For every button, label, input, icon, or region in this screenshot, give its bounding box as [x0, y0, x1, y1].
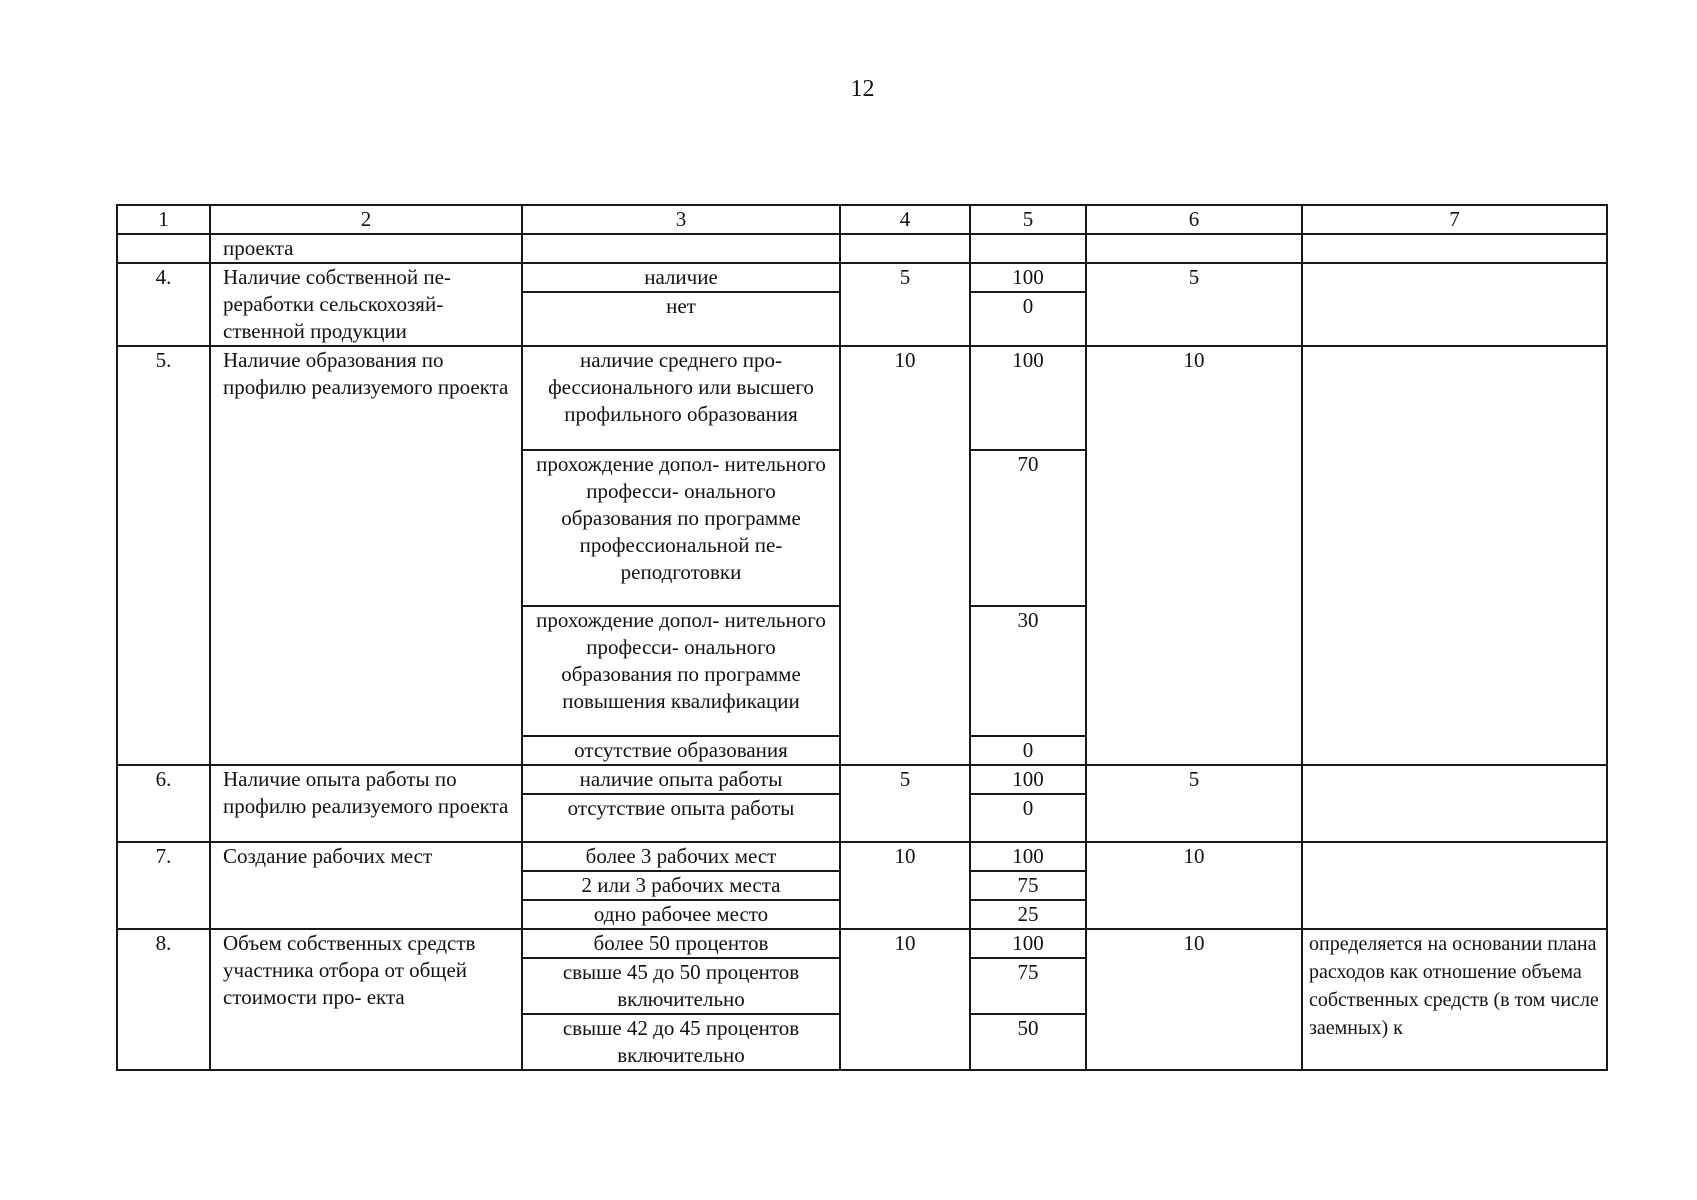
- criterion-option-row: [117, 842, 1607, 871]
- criterion-name: Наличие собственной пе- реработки сельскохозяй- ственной продукции: [210, 263, 522, 346]
- criterion-option-row: [117, 263, 1607, 292]
- column-header-row: [117, 205, 1607, 234]
- option-score: 100: [970, 263, 1086, 292]
- criterion-number: 4.: [117, 263, 210, 346]
- option-score: 100: [970, 929, 1086, 958]
- weight-value: 5: [840, 263, 970, 346]
- option-text: наличие опыта работы: [522, 765, 840, 794]
- option-text: наличие среднего про- фессионального или высшего профильного образования: [522, 346, 840, 450]
- option-text: более 50 процентов: [522, 929, 840, 958]
- option-text: одно рабочее место: [522, 900, 840, 929]
- calculation-note: [1302, 765, 1607, 842]
- weight-value: 10: [840, 346, 970, 765]
- column-header: 2: [210, 205, 522, 234]
- option-score: 0: [970, 292, 1086, 346]
- option-score: 100: [970, 765, 1086, 794]
- option-text: свыше 45 до 50 процентов включительно: [522, 958, 840, 1014]
- option-score: 70: [970, 450, 1086, 606]
- option-text: 2 или 3 рабочих места: [522, 871, 840, 900]
- calculation-note: [1302, 842, 1607, 929]
- criterion-number: 8.: [117, 929, 210, 1070]
- max-score: 10: [1086, 929, 1302, 1070]
- criterion-number: 7.: [117, 842, 210, 929]
- criterion-option-row: [117, 929, 1607, 958]
- option-score: 100: [970, 346, 1086, 450]
- option-text: прохождение допол- нительного професси- онального образования по программе профессиональной пе- реподготовки: [522, 450, 840, 606]
- criterion-continuation: проекта: [210, 234, 522, 263]
- option-text: свыше 42 до 45 процентов включительно: [522, 1014, 840, 1070]
- calculation-note: [1302, 263, 1607, 346]
- max-score: 5: [1086, 765, 1302, 842]
- option-score: 100: [970, 842, 1086, 871]
- option-text: прохождение допол- нительного професси- онального образования по программе повышения квалификации: [522, 606, 840, 736]
- column-header: 7: [1302, 205, 1607, 234]
- criterion-name: Наличие опыта работы по профилю реализуемого проекта: [210, 765, 522, 842]
- criterion-name: Создание рабочих мест: [210, 842, 522, 929]
- max-score: 10: [1086, 842, 1302, 929]
- option-score: 25: [970, 900, 1086, 929]
- column-header: 3: [522, 205, 840, 234]
- option-score: 0: [970, 794, 1086, 842]
- criterion-name: Объем собственных средств участника отбора от общей стоимости про- екта: [210, 929, 522, 1070]
- column-header: 6: [1086, 205, 1302, 234]
- column-header: 5: [970, 205, 1086, 234]
- page-number: 12: [850, 76, 875, 102]
- max-score: 10: [1086, 346, 1302, 765]
- criterion-number: 5.: [117, 346, 210, 765]
- criteria-table: [116, 204, 1608, 1071]
- calculation-note: определяется на основании плана расходов как отношение объема собственных средств (в том числе заемных) к: [1302, 929, 1607, 1070]
- criterion-option-row: [117, 346, 1607, 450]
- option-text: наличие: [522, 263, 840, 292]
- criterion-option-row: [117, 765, 1607, 794]
- option-text: нет: [522, 292, 840, 346]
- calculation-note: [1302, 346, 1607, 765]
- criterion-name: Наличие образования по профилю реализуемого проекта: [210, 346, 522, 765]
- weight-value: 10: [840, 842, 970, 929]
- option-text: отсутствие образования: [522, 736, 840, 765]
- weight-value: 5: [840, 765, 970, 842]
- option-score: 75: [970, 871, 1086, 900]
- option-score: 0: [970, 736, 1086, 765]
- option-score: 75: [970, 958, 1086, 1014]
- column-header: 4: [840, 205, 970, 234]
- max-score: 5: [1086, 263, 1302, 346]
- continuation-row: [117, 234, 1607, 263]
- option-score: 50: [970, 1014, 1086, 1070]
- option-text: более 3 рабочих мест: [522, 842, 840, 871]
- criterion-number: 6.: [117, 765, 210, 842]
- option-text: отсутствие опыта работы: [522, 794, 840, 842]
- weight-value: 10: [840, 929, 970, 1070]
- option-score: 30: [970, 606, 1086, 736]
- column-header: 1: [117, 205, 210, 234]
